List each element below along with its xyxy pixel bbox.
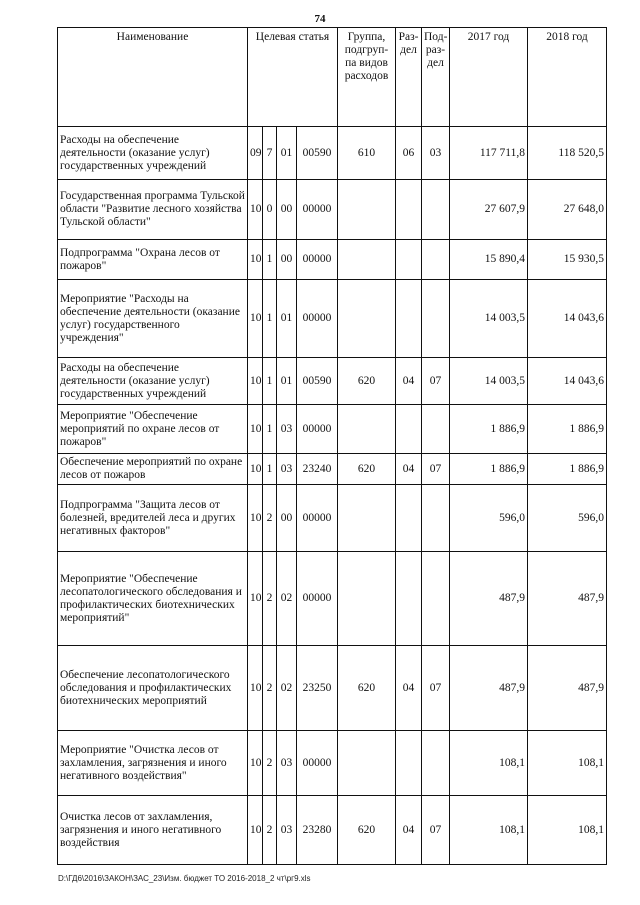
row-code-2: 1 [263, 240, 277, 280]
row-group [338, 731, 396, 796]
table-row [58, 731, 607, 796]
row-code-2: 2 [263, 485, 277, 552]
row-name: Обеспечение лесопатологического обследования и профилактических биотехнических мероприятий [58, 646, 248, 731]
row-section [396, 552, 422, 646]
row-name: Мероприятие "Обеспечение лесопатологического обследования и профилактических биотехнических мероприятий" [58, 552, 248, 646]
row-section: 04 [396, 358, 422, 405]
row-value-2017: 15 890,4 [450, 240, 528, 280]
row-subsection: 07 [422, 796, 450, 865]
row-value-2017: 14 003,5 [450, 280, 528, 358]
row-group [338, 552, 396, 646]
row-code-1: 10 [248, 796, 263, 865]
row-code-1: 10 [248, 485, 263, 552]
row-group [338, 180, 396, 240]
row-name: Мероприятие "Расходы на обеспечение деятельности (оказание услуг) государственного учреждения" [58, 280, 248, 358]
row-code-4: 00590 [297, 127, 338, 180]
row-code-4: 00000 [297, 180, 338, 240]
row-group: 620 [338, 358, 396, 405]
file-path-footer: D:\ГД6\2016\ЗАКОН\ЗАС_23\Изм. бюджет ТО 2016-2018_2 чт\рг9.xls [58, 874, 311, 883]
row-section [396, 485, 422, 552]
row-code-3: 02 [277, 646, 297, 731]
row-name: Мероприятие "Обеспечение мероприятий по охране лесов от пожаров" [58, 405, 248, 454]
row-value-2017: 117 711,8 [450, 127, 528, 180]
row-section: 04 [396, 454, 422, 485]
row-code-1: 10 [248, 552, 263, 646]
row-name: Подпрограмма "Охрана лесов от пожаров" [58, 240, 248, 280]
row-value-2017: 487,9 [450, 552, 528, 646]
row-code-3: 01 [277, 358, 297, 405]
row-group: 620 [338, 646, 396, 731]
row-code-4: 00000 [297, 405, 338, 454]
table-row [58, 454, 607, 485]
row-code-4: 00000 [297, 552, 338, 646]
row-code-1: 10 [248, 731, 263, 796]
table-row [58, 240, 607, 280]
row-value-2018: 15 930,5 [528, 240, 607, 280]
row-code-4: 23280 [297, 796, 338, 865]
row-group: 620 [338, 796, 396, 865]
row-code-2: 2 [263, 731, 277, 796]
row-subsection [422, 280, 450, 358]
row-code-4: 00000 [297, 280, 338, 358]
row-value-2018: 14 043,6 [528, 280, 607, 358]
row-code-3: 03 [277, 796, 297, 865]
row-name: Подпрограмма "Защита лесов от болезней, вредителей леса и других негативных факторов" [58, 485, 248, 552]
row-subsection [422, 405, 450, 454]
row-subsection: 07 [422, 646, 450, 731]
table-row [58, 358, 607, 405]
row-code-2: 2 [263, 796, 277, 865]
row-code-3: 03 [277, 405, 297, 454]
row-name: Государственная программа Тульской области "Развитие лесного хозяйства Тульской области" [58, 180, 248, 240]
row-code-2: 1 [263, 358, 277, 405]
row-section [396, 180, 422, 240]
header-target-article: Целевая статья [248, 28, 338, 127]
row-group: 620 [338, 454, 396, 485]
row-code-4: 00000 [297, 485, 338, 552]
row-section: 04 [396, 796, 422, 865]
header-subsection: Под-раз-дел [422, 28, 450, 127]
row-subsection [422, 552, 450, 646]
row-code-2: 1 [263, 280, 277, 358]
row-code-3: 00 [277, 485, 297, 552]
row-name: Расходы на обеспечение деятельности (оказание услуг) государственных учреждений [58, 127, 248, 180]
row-value-2017: 1 886,9 [450, 405, 528, 454]
row-code-3: 03 [277, 454, 297, 485]
row-value-2018: 108,1 [528, 731, 607, 796]
header-2018: 2018 год [528, 28, 607, 127]
row-code-2: 7 [263, 127, 277, 180]
row-code-3: 01 [277, 127, 297, 180]
row-value-2018: 27 648,0 [528, 180, 607, 240]
row-value-2017: 108,1 [450, 796, 528, 865]
row-code-1: 10 [248, 646, 263, 731]
header-group: Группа, подгруп-па видов расходов [338, 28, 396, 127]
row-value-2017: 487,9 [450, 646, 528, 731]
row-subsection [422, 180, 450, 240]
row-code-1: 10 [248, 405, 263, 454]
row-code-4: 00590 [297, 358, 338, 405]
row-value-2018: 108,1 [528, 796, 607, 865]
header-2017: 2017 год [450, 28, 528, 127]
row-value-2018: 1 886,9 [528, 454, 607, 485]
row-code-2: 2 [263, 646, 277, 731]
row-subsection: 07 [422, 454, 450, 485]
header-name: Наименование [58, 28, 248, 127]
row-section [396, 731, 422, 796]
row-subsection [422, 240, 450, 280]
row-section: 04 [396, 646, 422, 731]
row-code-3: 01 [277, 280, 297, 358]
row-value-2018: 118 520,5 [528, 127, 607, 180]
row-code-4: 00000 [297, 240, 338, 280]
row-group [338, 280, 396, 358]
table-row [58, 280, 607, 358]
row-code-2: 1 [263, 405, 277, 454]
row-code-1: 10 [248, 280, 263, 358]
row-code-2: 2 [263, 552, 277, 646]
table-row [58, 485, 607, 552]
row-code-3: 03 [277, 731, 297, 796]
row-subsection: 07 [422, 358, 450, 405]
row-value-2017: 596,0 [450, 485, 528, 552]
table-row [58, 180, 607, 240]
row-subsection [422, 485, 450, 552]
row-value-2017: 108,1 [450, 731, 528, 796]
row-code-1: 10 [248, 240, 263, 280]
row-group: 610 [338, 127, 396, 180]
row-subsection: 03 [422, 127, 450, 180]
row-section [396, 405, 422, 454]
row-code-4: 00000 [297, 731, 338, 796]
row-section [396, 240, 422, 280]
row-name: Расходы на обеспечение деятельности (оказание услуг) государственных учреждений [58, 358, 248, 405]
budget-table [57, 27, 607, 865]
row-section [396, 280, 422, 358]
row-value-2017: 27 607,9 [450, 180, 528, 240]
row-code-1: 10 [248, 358, 263, 405]
row-code-4: 23250 [297, 646, 338, 731]
table-row [58, 405, 607, 454]
row-code-4: 23240 [297, 454, 338, 485]
row-value-2017: 14 003,5 [450, 358, 528, 405]
row-value-2018: 487,9 [528, 552, 607, 646]
row-value-2018: 487,9 [528, 646, 607, 731]
row-group [338, 405, 396, 454]
table-row [58, 127, 607, 180]
row-section: 06 [396, 127, 422, 180]
page-number: 74 [314, 13, 326, 25]
row-code-3: 00 [277, 240, 297, 280]
row-value-2017: 1 886,9 [450, 454, 528, 485]
row-value-2018: 14 043,6 [528, 358, 607, 405]
row-code-3: 00 [277, 180, 297, 240]
row-value-2018: 596,0 [528, 485, 607, 552]
row-subsection [422, 731, 450, 796]
table-row [58, 796, 607, 865]
row-name: Очистка лесов от захламления, загрязнения и иного негативного воздействия [58, 796, 248, 865]
row-code-1: 09 [248, 127, 263, 180]
row-name: Мероприятие "Очистка лесов от захламления, загрязнения и иного негативного воздействия" [58, 731, 248, 796]
table-row [58, 646, 607, 731]
row-group [338, 240, 396, 280]
row-group [338, 485, 396, 552]
row-code-1: 10 [248, 454, 263, 485]
header-row [58, 28, 607, 127]
row-code-3: 02 [277, 552, 297, 646]
table-row [58, 552, 607, 646]
row-code-1: 10 [248, 180, 263, 240]
row-code-2: 1 [263, 454, 277, 485]
row-value-2018: 1 886,9 [528, 405, 607, 454]
row-code-2: 0 [263, 180, 277, 240]
header-section: Раз-дел [396, 28, 422, 127]
row-name: Обеспечение мероприятий по охране лесов от пожаров [58, 454, 248, 485]
